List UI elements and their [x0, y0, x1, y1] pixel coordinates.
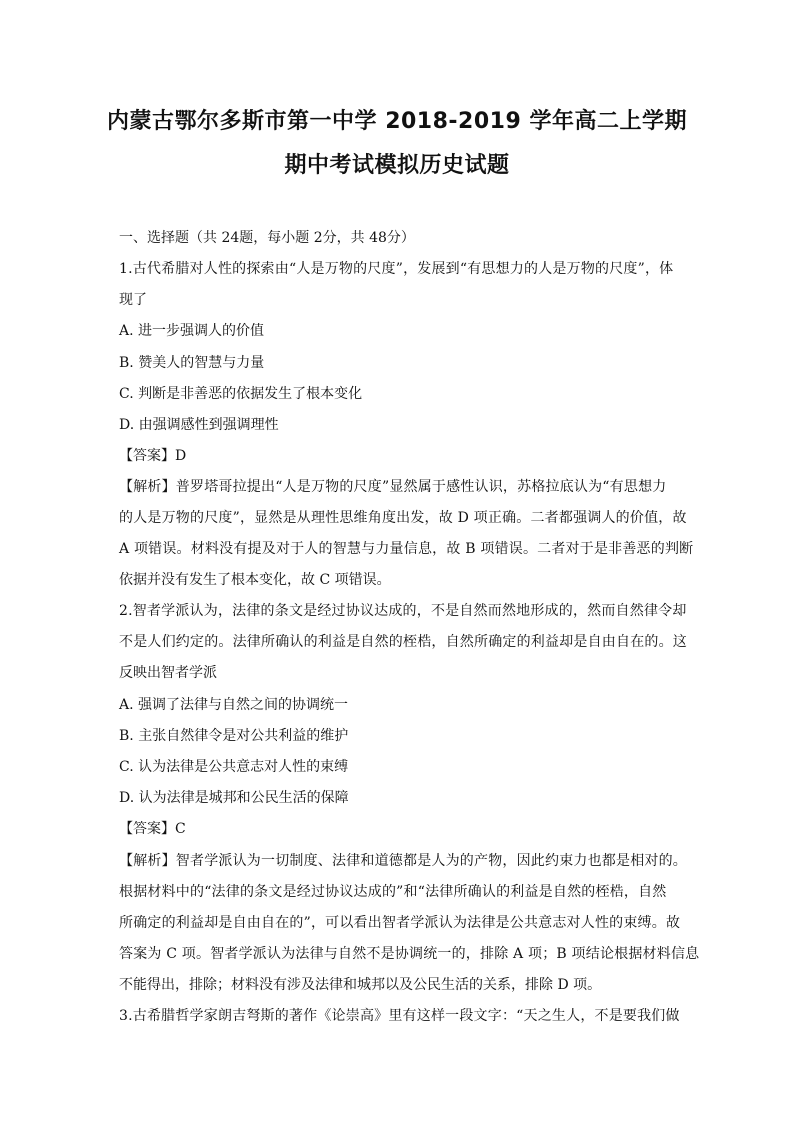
- question-1-stem-line-1: 1.古代希腊对人性的探索由“人是万物的尺度”，发展到“有思想力的人是万物的尺度”，体: [119, 261, 674, 277]
- question-1-option-d: D. 由强调感性到强调理性: [119, 417, 279, 433]
- question-2-analysis-line-2: 根据材料中的“法律的条文是经过协议达成的”和“法律所确认的利益是自然的桎梏，自然: [119, 884, 667, 900]
- question-1-stem-line-2: 现了: [119, 292, 147, 308]
- question-2-option-b: B. 主张自然律令是对公共利益的维护: [119, 728, 349, 744]
- question-2-stem-line-2: 不是人们约定的。法律所确认的利益是自然的桎梏，自然所确定的利益却是自由自在的。这: [119, 634, 687, 650]
- question-2-option-a: A. 强调了法律与自然之间的协调统一: [119, 697, 349, 713]
- question-1-option-a: A. 进一步强调人的价值: [119, 323, 265, 339]
- question-1-analysis-line-3: A 项错误。材料没有提及对于人的智慧与力量信息，故 B 项错误。二者对于是非善恶的判断: [119, 541, 694, 557]
- question-1-analysis-line-2: 的人是万物的尺度”，显然是从理性思维角度出发，故 D 项正确。二者都强调人的价值，故: [119, 510, 687, 526]
- question-2-option-d: D. 认为法律是城邦和公民生活的保障: [119, 790, 349, 806]
- question-1-analysis-line-1: 【解析】普罗塔哥拉提出“人是万物的尺度”显然属于感性认识，苏格拉底认为“有思想力: [119, 479, 667, 495]
- question-2-stem-line-1: 2.智者学派认为，法律的条文是经过协议达成的，不是自然而然地形成的，然而自然律令却: [119, 603, 687, 619]
- question-1-analysis-line-4: 依据并没有发生了根本变化，故 C 项错误。: [119, 572, 391, 588]
- question-2-stem-line-3: 反映出智者学派: [119, 665, 217, 681]
- question-2-analysis-line-4: 答案为 C 项。智者学派认为法律与自然不是协调统一的，排除 A 项；B 项结论根据材料信息: [119, 946, 700, 962]
- question-1-option-b: B. 赞美人的智慧与力量: [119, 355, 265, 371]
- question-1-option-c: C. 判断是非善恶的依据发生了根本变化: [119, 386, 363, 402]
- document-title-line-2: 期中考试模拟历史试题: [284, 153, 510, 178]
- question-3-stem-line-1: 3.古希腊哲学家朗吉弩斯的著作《论崇高》里有这样一段文字：“天之生人，不是要我们做: [119, 1008, 680, 1024]
- question-1-answer: 【答案】D: [119, 448, 187, 464]
- document-title-line-1: 内蒙古鄂尔多斯市第一中学 2018-2019 学年高二上学期: [107, 109, 687, 134]
- question-2-answer: 【答案】C: [119, 821, 186, 837]
- question-2-analysis-line-5: 不能得出，排除；材料没有涉及法律和城邦以及公民生活的关系，排除 D 项。: [119, 977, 602, 993]
- question-2-analysis-line-1: 【解析】智者学派认为一切制度、法律和道德都是人为的产物，因此约束力也都是相对的。: [119, 853, 687, 869]
- question-2-option-c: C. 认为法律是公共意志对人性的束缚: [119, 759, 349, 775]
- question-2-analysis-line-3: 所确定的利益却是自由自在的”，可以看出智者学派认为法律是公共意志对人性的束缚。故: [119, 915, 681, 931]
- section-heading: 一、选择题（共 24题，每小题 2分，共 48分）: [119, 230, 415, 246]
